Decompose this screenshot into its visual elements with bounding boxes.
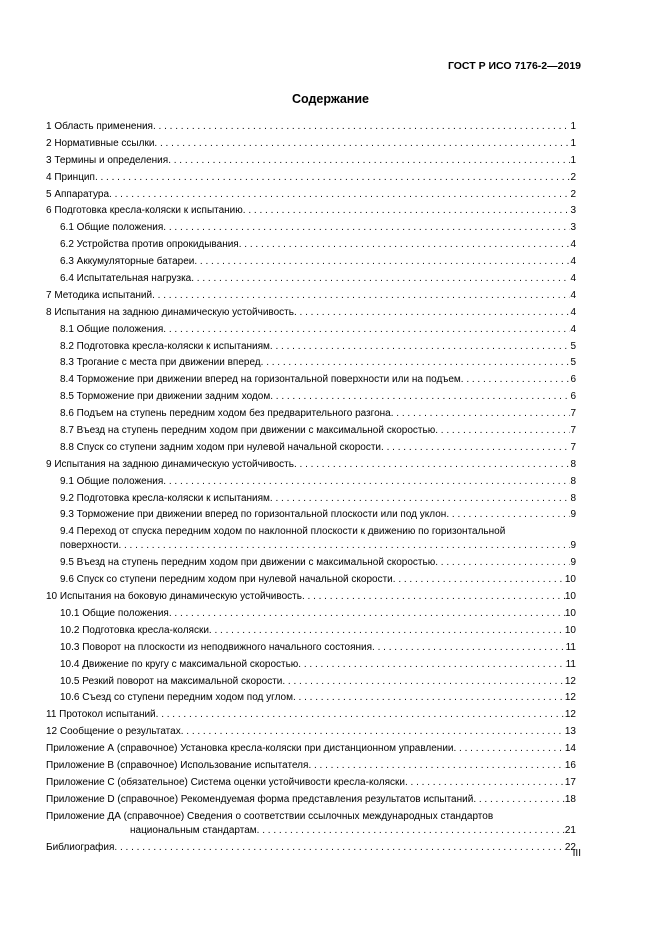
toc-leader xyxy=(153,120,570,134)
toc-entry-title: 6 Подготовка кресла-коляски к испытанию xyxy=(46,205,243,217)
toc-entry-page: 2 xyxy=(570,188,576,200)
toc-entry-page: 9 xyxy=(570,540,576,552)
toc-entry-page: 6 xyxy=(570,374,576,386)
toc-entry-title: Приложение D (справочное) Рекомендуемая форма представления результатов испытаний xyxy=(46,793,474,805)
toc-entry-title: 10.3 Поворот на плоскости из неподвижного начального состояния xyxy=(60,641,373,653)
toc-entry[interactable] xyxy=(46,171,576,188)
toc-entry[interactable] xyxy=(46,306,576,323)
toc-leader xyxy=(454,742,565,756)
toc-subentry[interactable] xyxy=(46,373,576,390)
toc-leader xyxy=(168,154,570,168)
toc-entry-title: 9.5 Въезд на ступень передним ходом при движении с максимальной скоростью xyxy=(60,557,436,569)
toc-entry-title: 12 Сообщение о результатах xyxy=(46,726,181,738)
toc-entry-title: 10.5 Резкий поворот на максимальной скорости xyxy=(60,675,283,687)
toc-entry-page: 12 xyxy=(564,675,576,687)
toc-leader xyxy=(257,824,565,838)
toc-leader xyxy=(169,607,565,621)
toc-entry-title: Библиография xyxy=(46,841,115,853)
toc-entry-title-continued: национальным стандартам xyxy=(130,824,257,836)
toc-entry-title: 9.3 Торможение при движении вперед по горизонтальной плоскости или под уклон xyxy=(60,509,447,521)
toc-leader xyxy=(293,691,565,705)
toc-subentry[interactable] xyxy=(46,255,576,272)
toc-entry-page: 7 xyxy=(570,408,576,420)
toc-entry-title: 4 Принцип xyxy=(46,171,95,183)
toc-entry-title: 8 Испытания на заднюю динамическую устойчивость xyxy=(46,306,294,318)
toc-entry-page: 22 xyxy=(564,841,576,853)
toc-entry[interactable] xyxy=(46,289,576,306)
toc-entry-page: 4 xyxy=(570,289,576,301)
toc-entry-page: 10 xyxy=(564,574,576,586)
toc-entry-page: 4 xyxy=(570,273,576,285)
toc-entry-title: 6.3 Аккумуляторные батареи xyxy=(60,256,195,268)
page-number: III xyxy=(572,848,581,859)
toc-subentry[interactable] xyxy=(46,356,576,373)
toc-entry-title: 10.1 Общие положения xyxy=(60,607,169,619)
toc-entry-page: 8 xyxy=(570,475,576,487)
toc-subentry[interactable] xyxy=(46,675,576,692)
toc-leader xyxy=(461,373,571,387)
toc-entry-page: 18 xyxy=(564,793,576,805)
toc-entry-title: 8.7 Въезд на ступень передним ходом при движении с максимальной скоростью xyxy=(60,425,436,437)
toc-leader xyxy=(163,475,570,489)
toc-entry-title: 8.8 Спуск со ступени задним ходом при нулевой начальной скорости xyxy=(60,441,382,453)
toc-entry-page: 2 xyxy=(570,171,576,183)
toc-subentry[interactable] xyxy=(46,424,576,441)
toc-subentry[interactable] xyxy=(46,441,576,458)
toc-entry-title: Приложение С (обязательное) Система оценки устойчивости кресла-коляски xyxy=(46,776,405,788)
toc-entry[interactable] xyxy=(46,154,576,171)
toc-entry-title: Приложение ДА (справочное) Сведения о соответствии ссылочных международных стандартов xyxy=(46,810,494,822)
toc-subentry[interactable] xyxy=(46,607,576,624)
toc-leader xyxy=(282,675,565,689)
toc-entry-page: 21 xyxy=(564,824,576,836)
toc-entry-title: 9.2 Подготовка кресла-коляски к испытаниям xyxy=(60,492,270,504)
toc-leader xyxy=(152,289,570,303)
toc-entry-title: 5 Аппаратура xyxy=(46,188,110,200)
toc-leader xyxy=(446,508,570,522)
toc-leader xyxy=(302,590,565,604)
toc-leader xyxy=(209,624,565,638)
toc-leader xyxy=(473,793,565,807)
table-of-contents xyxy=(46,120,576,857)
page-title: Содержание xyxy=(291,92,369,106)
toc-subentry[interactable] xyxy=(46,340,576,357)
toc-entry-title: 2 Нормативные ссылки xyxy=(46,137,155,149)
toc-leader xyxy=(372,641,566,655)
toc-entry-page: 4 xyxy=(570,323,576,335)
toc-entry-page: 7 xyxy=(570,425,576,437)
toc-leader xyxy=(393,573,565,587)
toc-entry-title: 10 Испытания на боковую динамическую устойчивость xyxy=(46,591,302,603)
toc-leader xyxy=(239,238,571,252)
toc-entry-title: 8.1 Общие положения xyxy=(60,323,164,335)
toc-entry-title: Приложение А (справочное) Установка кресла-коляски при дистанционном управлении xyxy=(46,743,454,755)
toc-leader xyxy=(191,272,570,286)
toc-entry[interactable] xyxy=(46,776,576,793)
toc-entry-page: 12 xyxy=(564,692,576,704)
toc-entry-page: 11 xyxy=(565,658,576,670)
toc-subentry[interactable] xyxy=(46,390,576,407)
toc-entry-page: 1 xyxy=(570,137,576,149)
toc-subentry[interactable] xyxy=(46,272,576,289)
toc-entry[interactable] xyxy=(46,204,576,221)
toc-entry-title: 8.4 Торможение при движении вперед на горизонтальной поверхности или на подъем xyxy=(60,374,461,386)
toc-entry-page: 10 xyxy=(564,607,576,619)
toc-entry-page: 13 xyxy=(564,726,576,738)
toc-entry-page: 14 xyxy=(564,743,576,755)
toc-leader xyxy=(156,708,565,722)
toc-leader xyxy=(181,725,565,739)
toc-leader xyxy=(391,407,571,421)
toc-leader xyxy=(243,204,571,218)
toc-entry-page: 3 xyxy=(570,205,576,217)
toc-entry-title: 8.3 Трогание с места при движении вперед xyxy=(60,357,261,369)
toc-entry-page: 8 xyxy=(570,492,576,504)
toc-entry[interactable] xyxy=(46,137,576,154)
toc-entry-page: 4 xyxy=(570,239,576,251)
toc-entry-title: 7 Методика испытаний xyxy=(46,289,153,301)
document-id: ГОСТ Р ИСО 7176-2—2019 xyxy=(447,60,581,72)
toc-entry-page: 1 xyxy=(570,121,576,132)
toc-subentry[interactable] xyxy=(46,525,576,556)
toc-entry-title: 10.4 Движение по кругу с максимальной скоростью xyxy=(60,658,299,670)
toc-entry[interactable] xyxy=(46,120,576,137)
toc-entry-title: Приложение В (справочное) Использование испытателя xyxy=(46,759,309,771)
toc-entry-title: 9.6 Спуск со ступени передним ходом при нулевой начальной скорости xyxy=(60,574,393,586)
toc-subentry[interactable] xyxy=(46,691,576,708)
toc-entry-page: 1 xyxy=(570,154,576,166)
toc-leader xyxy=(405,776,565,790)
toc-subentry[interactable] xyxy=(46,238,576,255)
toc-entry-title: 1 Область применения xyxy=(46,121,153,132)
toc-entry-title: 10.6 Съезд со ступени передним ходом под углом xyxy=(60,692,293,704)
toc-leader xyxy=(109,188,570,202)
toc-entry-title-continued: поверхности xyxy=(60,540,119,552)
toc-subentry[interactable] xyxy=(46,323,576,340)
toc-subentry[interactable] xyxy=(46,508,576,525)
toc-entry-page: 8 xyxy=(570,458,576,470)
toc-entry-page: 12 xyxy=(564,709,576,721)
toc-entry-title: 9.1 Общие положения xyxy=(60,475,164,487)
toc-subentry[interactable] xyxy=(46,492,576,509)
toc-leader xyxy=(435,424,570,438)
toc-entry-page: 7 xyxy=(570,441,576,453)
toc-entry[interactable] xyxy=(46,188,576,205)
toc-leader xyxy=(270,390,570,404)
toc-subentry[interactable] xyxy=(46,573,576,590)
toc-leader xyxy=(118,539,570,553)
toc-leader xyxy=(435,556,570,570)
toc-entry-page: 4 xyxy=(570,306,576,318)
toc-entry[interactable] xyxy=(46,708,576,725)
toc-leader xyxy=(194,255,570,269)
toc-leader xyxy=(95,171,571,185)
toc-entry-title: 3 Термины и определения xyxy=(46,154,169,166)
toc-leader xyxy=(294,306,570,320)
toc-entry-page: 10 xyxy=(564,591,576,603)
toc-subentry[interactable] xyxy=(46,556,576,573)
toc-entry[interactable] xyxy=(46,759,576,776)
toc-entry[interactable] xyxy=(46,742,576,759)
toc-entry-page: 5 xyxy=(570,340,576,352)
toc-subentry[interactable] xyxy=(46,407,576,424)
toc-entry[interactable] xyxy=(46,793,576,810)
toc-entry-title: 10.2 Подготовка кресла-коляски xyxy=(60,624,209,636)
toc-leader xyxy=(294,458,570,472)
toc-entry[interactable] xyxy=(46,590,576,607)
toc-entry-page: 10 xyxy=(564,624,576,636)
toc-leader xyxy=(270,340,571,354)
toc-entry-page: 5 xyxy=(570,357,576,369)
toc-entry-title: 8.5 Торможение при движении задним ходом xyxy=(60,391,271,403)
toc-entry-title: 6.4 Испытательная нагрузка xyxy=(60,273,192,285)
toc-entry-page: 17 xyxy=(564,776,576,788)
toc-subentry[interactable] xyxy=(46,658,576,675)
toc-subentry[interactable] xyxy=(46,641,576,658)
toc-leader xyxy=(308,759,564,773)
toc-entry[interactable] xyxy=(46,458,576,475)
toc-entry-title: 6.1 Общие положения xyxy=(60,222,164,234)
toc-entry[interactable] xyxy=(46,725,576,742)
toc-entry-page: 6 xyxy=(570,391,576,403)
toc-entry[interactable] xyxy=(46,810,576,841)
toc-entry-title: 8.2 Подготовка кресла-коляски к испытаниям xyxy=(60,340,270,352)
toc-entry-title: 9.4 Переход от спуска передним ходом по наклонной плоскости к движению по горизонтальной xyxy=(60,526,506,538)
toc-entry-page: 16 xyxy=(564,759,576,771)
toc-leader xyxy=(381,441,570,455)
toc-leader xyxy=(261,356,571,370)
toc-entry-page: 4 xyxy=(570,256,576,268)
toc-subentry[interactable] xyxy=(46,475,576,492)
toc-entry-title: 11 Протокол испытаний xyxy=(46,709,156,721)
toc-leader xyxy=(270,492,571,506)
toc-entry-title: 8.6 Подъем на ступень передним ходом без предварительного разгона xyxy=(60,408,391,420)
toc-leader xyxy=(163,323,570,337)
toc-entry-page: 3 xyxy=(570,222,576,234)
toc-subentry[interactable] xyxy=(46,221,576,238)
toc-entry-page: 9 xyxy=(570,557,576,569)
toc-leader xyxy=(154,137,570,151)
toc-entry-page: 9 xyxy=(570,509,576,521)
toc-entry-title: 6.2 Устройства против опрокидывания xyxy=(60,239,239,251)
toc-entry-page: 11 xyxy=(565,641,576,653)
toc-leader xyxy=(163,221,570,235)
toc-entry-title: 9 Испытания на заднюю динамическую устойчивость xyxy=(46,458,294,470)
toc-subentry[interactable] xyxy=(46,624,576,641)
toc-leader xyxy=(298,658,565,672)
